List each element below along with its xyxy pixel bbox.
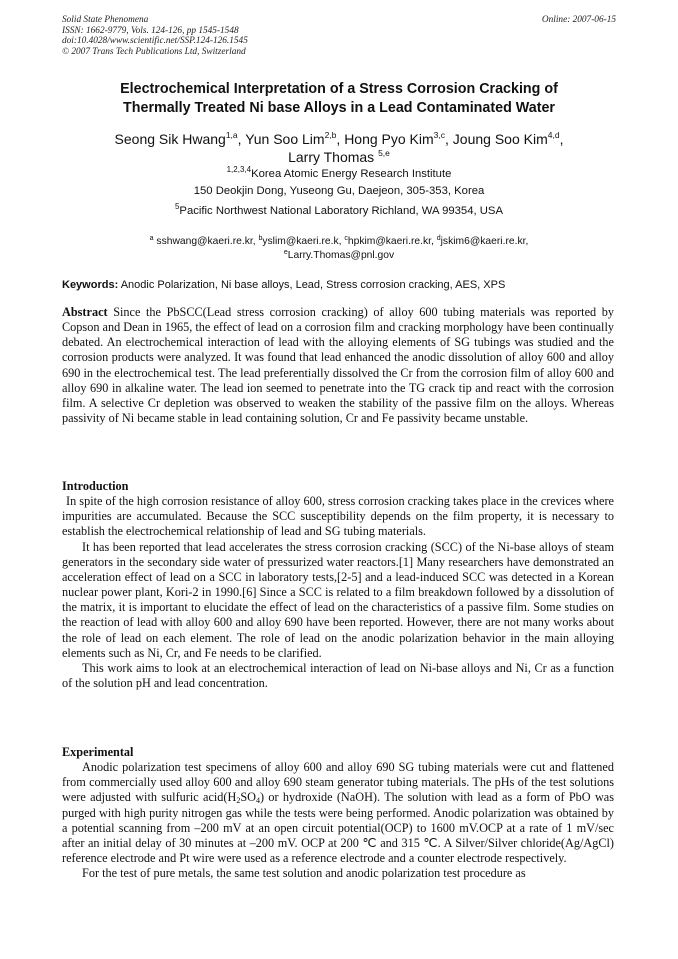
journal-header (62, 15, 248, 57)
paper-title (62, 80, 616, 117)
paragraph: It has been reported that lead accelerates the stress corrosion cracking (SCC) of the Ni-base alloys of steam generators in the secondary side water of pressurized water reactors.[1] Many researchers have demonstrated an acceleration effect of lead on a SCC in laboratory tests,[2-5] and a lead-induced SCC was detected in a Korean nuclear power plant, Kori-2 in 1990.[6] Since a SCC is related to a film breakdown followed by a dissolution of the matrix, it is important to elucidate the effect of lead on the characteristics of a passive film. Some studies on the reaction of lead with alloy 600 and alloy 690 have been reported. However, there are not many works about the role of lead on each element. The role of lead on the anodic polarization behavior in the main alloying elements such as Ni, Cr, and Fe needs to be clarified. (62, 539, 614, 660)
experimental-section (62, 745, 614, 881)
author-name: Yun Soo Lim (245, 131, 325, 147)
doi-line: doi:10.4028/www.scientific.net/SSP.124-126.1545 (62, 36, 248, 47)
email-address: yslim@kaeri.re.k, (262, 236, 342, 247)
subscript: 4 (256, 796, 261, 806)
email-address: sshwang@kaeri.re.kr, (156, 236, 256, 247)
email-address: hpkim@kaeri.re.kr, (347, 236, 434, 247)
email-address: Larry.Thomas@pnl.gov (287, 249, 395, 261)
paragraph-text: ) or hydroxide (NaOH). The solution with lead as a form of PbO was purged with high purity nitrogen gas while the tests were being performed. Anodic polarization was obtained by a potential scanning from –200 mV at an open circuit potential(OCP) to 1600 mV.OCP at a rate of 1 mV/sec after an initial delay of 30 minutes at –200 mV. OCP at 200 ℃ and 315 ℃. A Silver/Silver chloride(Ag/AgCl) reference electrode and Pt wire were used as a reference electrode and a counter electrode respectively. (62, 790, 614, 866)
abstract-text: Since the PbSCC(Lead stress corrosion cracking) of alloy 600 tubing materials was reported by Copson and Dean in 1965, the effect of lead on a corrosion film and cracking morphology have been continually debated. An electrochemical interaction of lead with the alloying elements of SG tubings was studied and the corrosion products were analyzed. It was found that lead enhanced the anodic dissolution of alloy 600 and alloy 690 in the electrochemical test. The lead preferentially dissolved the Cr from the corrosion film of alloy 600 and alloy 690 in alkaline water. The lead ion seemed to penetrate into the TG crack tip and react with the corrosion film. A selective Cr depletion was observed to weaken the stability of the passive film on the alloys. Whereas passivity of Ni became stable in lead containing solution, Cr and Fe passivity became unstable. (62, 305, 614, 426)
author-name: Larry Thomas (288, 149, 375, 165)
experimental-heading: Experimental (62, 745, 134, 759)
paragraph-text: SO (240, 790, 257, 805)
email-sup: e (283, 248, 288, 256)
subscript: 2 (236, 796, 241, 806)
author-sup: 1,a (225, 130, 238, 140)
paragraph: In spite of the high corrosion resistance of alloy 600, stress corrosion cracking takes place in the crevices where impurities are accumulated. Because the SCC susceptibility depends on the film property, it is necessary to establish the electrochemical relationship of lead and SG tubing materials. (62, 494, 614, 539)
abstract-label: Abstract (62, 305, 108, 319)
author-name: Seong Sik Hwang (114, 131, 226, 147)
online-date: Online: 2007-06-15 (541, 15, 616, 25)
title-line-1: Electrochemical Interpretation of a Stress Corrosion Cracking of (120, 81, 558, 97)
introduction-section (62, 479, 614, 691)
author-name: Hong Pyo Kim (344, 131, 434, 147)
affiliation-1 (62, 166, 616, 200)
paragraph: For the test of pure metals, the same test solution and anodic polarization test procedure as (82, 866, 526, 881)
email-sup: b (258, 235, 263, 242)
paragraph-text: Anodic polarization test specimens of alloy 600 and alloy 690 SG tubing materials were cut and flattened from commercially used alloy 600 and alloy 690 steam generator tubing materials. The pHs of the test solutions were adjusted with sulfuric acid(H (62, 760, 614, 805)
author-sup: 4,d (547, 130, 560, 140)
author-list: Seong Sik Hwang$^{1,a}$, Yun Soo Lim$^{2,b}$, Hong Pyo Kim$^{3,c}$, Joung Soo Kim$^{4,d}$, Larry Thomas $^{5,e}$ (114, 130, 564, 165)
author-sup: 5,e (378, 148, 390, 158)
author-sup: 2,b (324, 130, 337, 140)
keywords-label: Keywords: (62, 279, 119, 291)
affiliation-2 (62, 203, 616, 220)
email-sup: a (149, 235, 154, 242)
keywords (62, 278, 622, 292)
affiliation-sup: 1,2,3,4 (226, 165, 252, 174)
email-list (62, 235, 616, 262)
journal-name: Solid State Phenomena (62, 15, 149, 25)
abstract (62, 305, 614, 426)
email-address: jskim6@kaeri.re.kr, (440, 236, 529, 247)
keywords-text: Anodic Polarization, Ni base alloys, Lead, Stress corrosion cracking, AES, XPS (120, 279, 506, 291)
author-sup: 3,c (433, 130, 446, 140)
copyright-line: © 2007 Trans Tech Publications Ltd, Switzerland (62, 46, 246, 57)
affiliation-address: 150 Deokjin Dong, Yuseong Gu, Daejeon, 305-353, Korea (193, 185, 485, 197)
paragraph (62, 760, 614, 866)
email-sup: c (344, 235, 348, 242)
affiliation-sup: 5 (174, 202, 180, 211)
introduction-heading: Introduction (62, 479, 129, 493)
affiliation-name: Pacific Northwest National Laboratory Richland, WA 99354, USA (179, 205, 504, 217)
title-line-2: Thermally Treated Ni base Alloys in a Lead Contaminated Water (123, 99, 555, 116)
issn-line: ISSN: 1662-9779, Vols. 124-126, pp 1545-1548 (62, 25, 239, 36)
affiliation-name: Korea Atomic Energy Research Institute (251, 168, 452, 180)
author-name: Joung Soo Kim (452, 131, 548, 147)
email-sup: d (436, 235, 441, 242)
paragraph: This work aims to look at an electrochemical interaction of lead on Ni-base alloys and Ni, Cr as a function of the solution pH and lead concentration. (62, 660, 614, 691)
